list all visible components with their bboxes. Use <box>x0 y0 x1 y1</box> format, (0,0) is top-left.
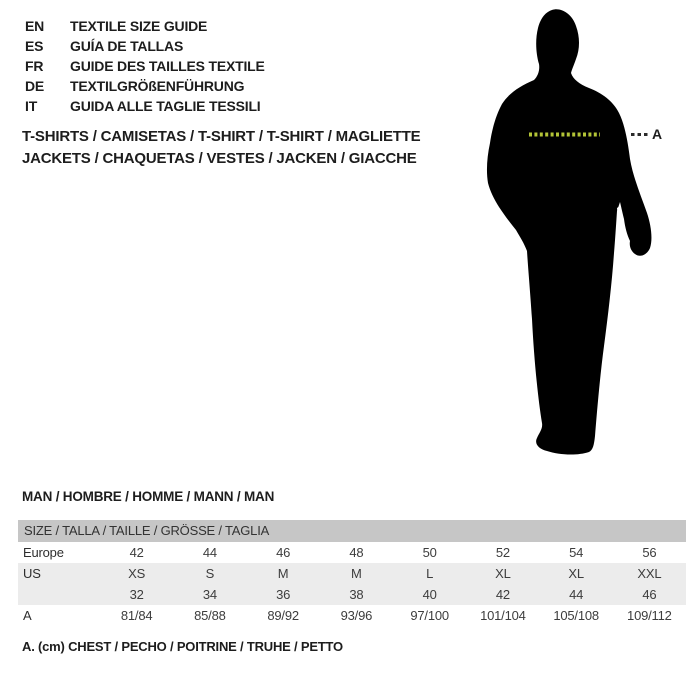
size-cell: 44 <box>569 587 584 602</box>
language-code: IT <box>25 98 38 114</box>
row-label: A <box>23 608 32 623</box>
language-guide-list <box>25 16 265 116</box>
size-cell: 109/112 <box>627 608 672 623</box>
chest-measure-label: A <box>652 126 663 142</box>
size-cell: XL <box>495 566 511 581</box>
size-cell: 36 <box>276 587 291 602</box>
size-cell: 56 <box>642 545 657 560</box>
language-code: EN <box>25 18 45 34</box>
size-cell: 89/92 <box>267 608 299 623</box>
size-cell: M <box>277 566 289 581</box>
size-cell: 46 <box>276 545 291 560</box>
size-cell: 40 <box>422 587 437 602</box>
row-label: US <box>23 566 41 581</box>
size-cell: 32 <box>129 587 144 602</box>
size-cell: L <box>426 566 434 581</box>
man-body-shape <box>487 9 651 454</box>
table-row-us-letters <box>18 563 686 584</box>
size-cell: 54 <box>569 545 584 560</box>
size-cell: M <box>351 566 362 581</box>
category-jackets: JACKETS / CHAQUETAS / VESTES / JACKEN / GIACCHE <box>22 150 417 167</box>
table-row-chest-a <box>18 605 686 626</box>
size-cell: 105/108 <box>553 608 599 623</box>
size-cell: 34 <box>202 587 217 602</box>
size-cell: 85/88 <box>194 608 226 623</box>
size-cell: 42 <box>495 587 510 602</box>
size-cell: XS <box>128 566 146 581</box>
measurement-footnote: A. (cm) CHEST / PECHO / POITRINE / TRUHE / PETTO <box>22 639 343 654</box>
table-row-us-numbers <box>18 584 686 605</box>
list-item <box>25 16 265 36</box>
table-row-europe <box>18 542 686 563</box>
list-item <box>25 96 265 116</box>
size-cell: 52 <box>495 545 510 560</box>
language-title: GUIDA ALLE TAGLIE TESSILI <box>70 98 261 114</box>
row-label: Europe <box>23 545 64 560</box>
list-item <box>25 36 265 56</box>
category-tshirts: T-SHIRTS / CAMISETAS / T-SHIRT / T-SHIRT / MAGLIETTE <box>22 128 421 145</box>
language-code: FR <box>25 58 44 74</box>
size-cell: 93/96 <box>340 608 373 623</box>
size-table-header: SIZE / TALLA / TAILLE / GRÖSSE / TAGLIA <box>18 520 686 542</box>
section-title-man: MAN / HOMBRE / HOMME / MANN / MAN <box>22 489 275 504</box>
language-title: GUÍA DE TALLAS <box>70 38 184 54</box>
size-cell: 81/84 <box>120 608 153 623</box>
size-table <box>18 520 686 626</box>
size-cell: 44 <box>202 545 217 560</box>
size-cell: S <box>205 566 215 581</box>
list-item <box>25 76 265 96</box>
language-title: TEXTILE SIZE GUIDE <box>70 18 208 34</box>
language-code: DE <box>25 78 45 94</box>
language-code: ES <box>25 38 44 54</box>
size-cell: 101/104 <box>480 608 526 623</box>
size-cell: 48 <box>349 545 364 560</box>
product-categories <box>22 126 421 170</box>
size-cell: XXL <box>637 566 662 581</box>
man-silhouette <box>480 0 700 470</box>
size-cell: 97/100 <box>410 608 449 623</box>
list-item <box>25 56 265 76</box>
size-cell: 38 <box>349 587 364 602</box>
size-cell: 42 <box>129 545 144 560</box>
size-cell: 46 <box>642 587 657 602</box>
language-title: TEXTILGRÖßENFÜHRUNG <box>70 78 245 94</box>
size-cell: 50 <box>422 545 437 560</box>
size-cell: XL <box>568 566 584 581</box>
language-title: GUIDE DES TAILLES TEXTILE <box>70 58 265 74</box>
